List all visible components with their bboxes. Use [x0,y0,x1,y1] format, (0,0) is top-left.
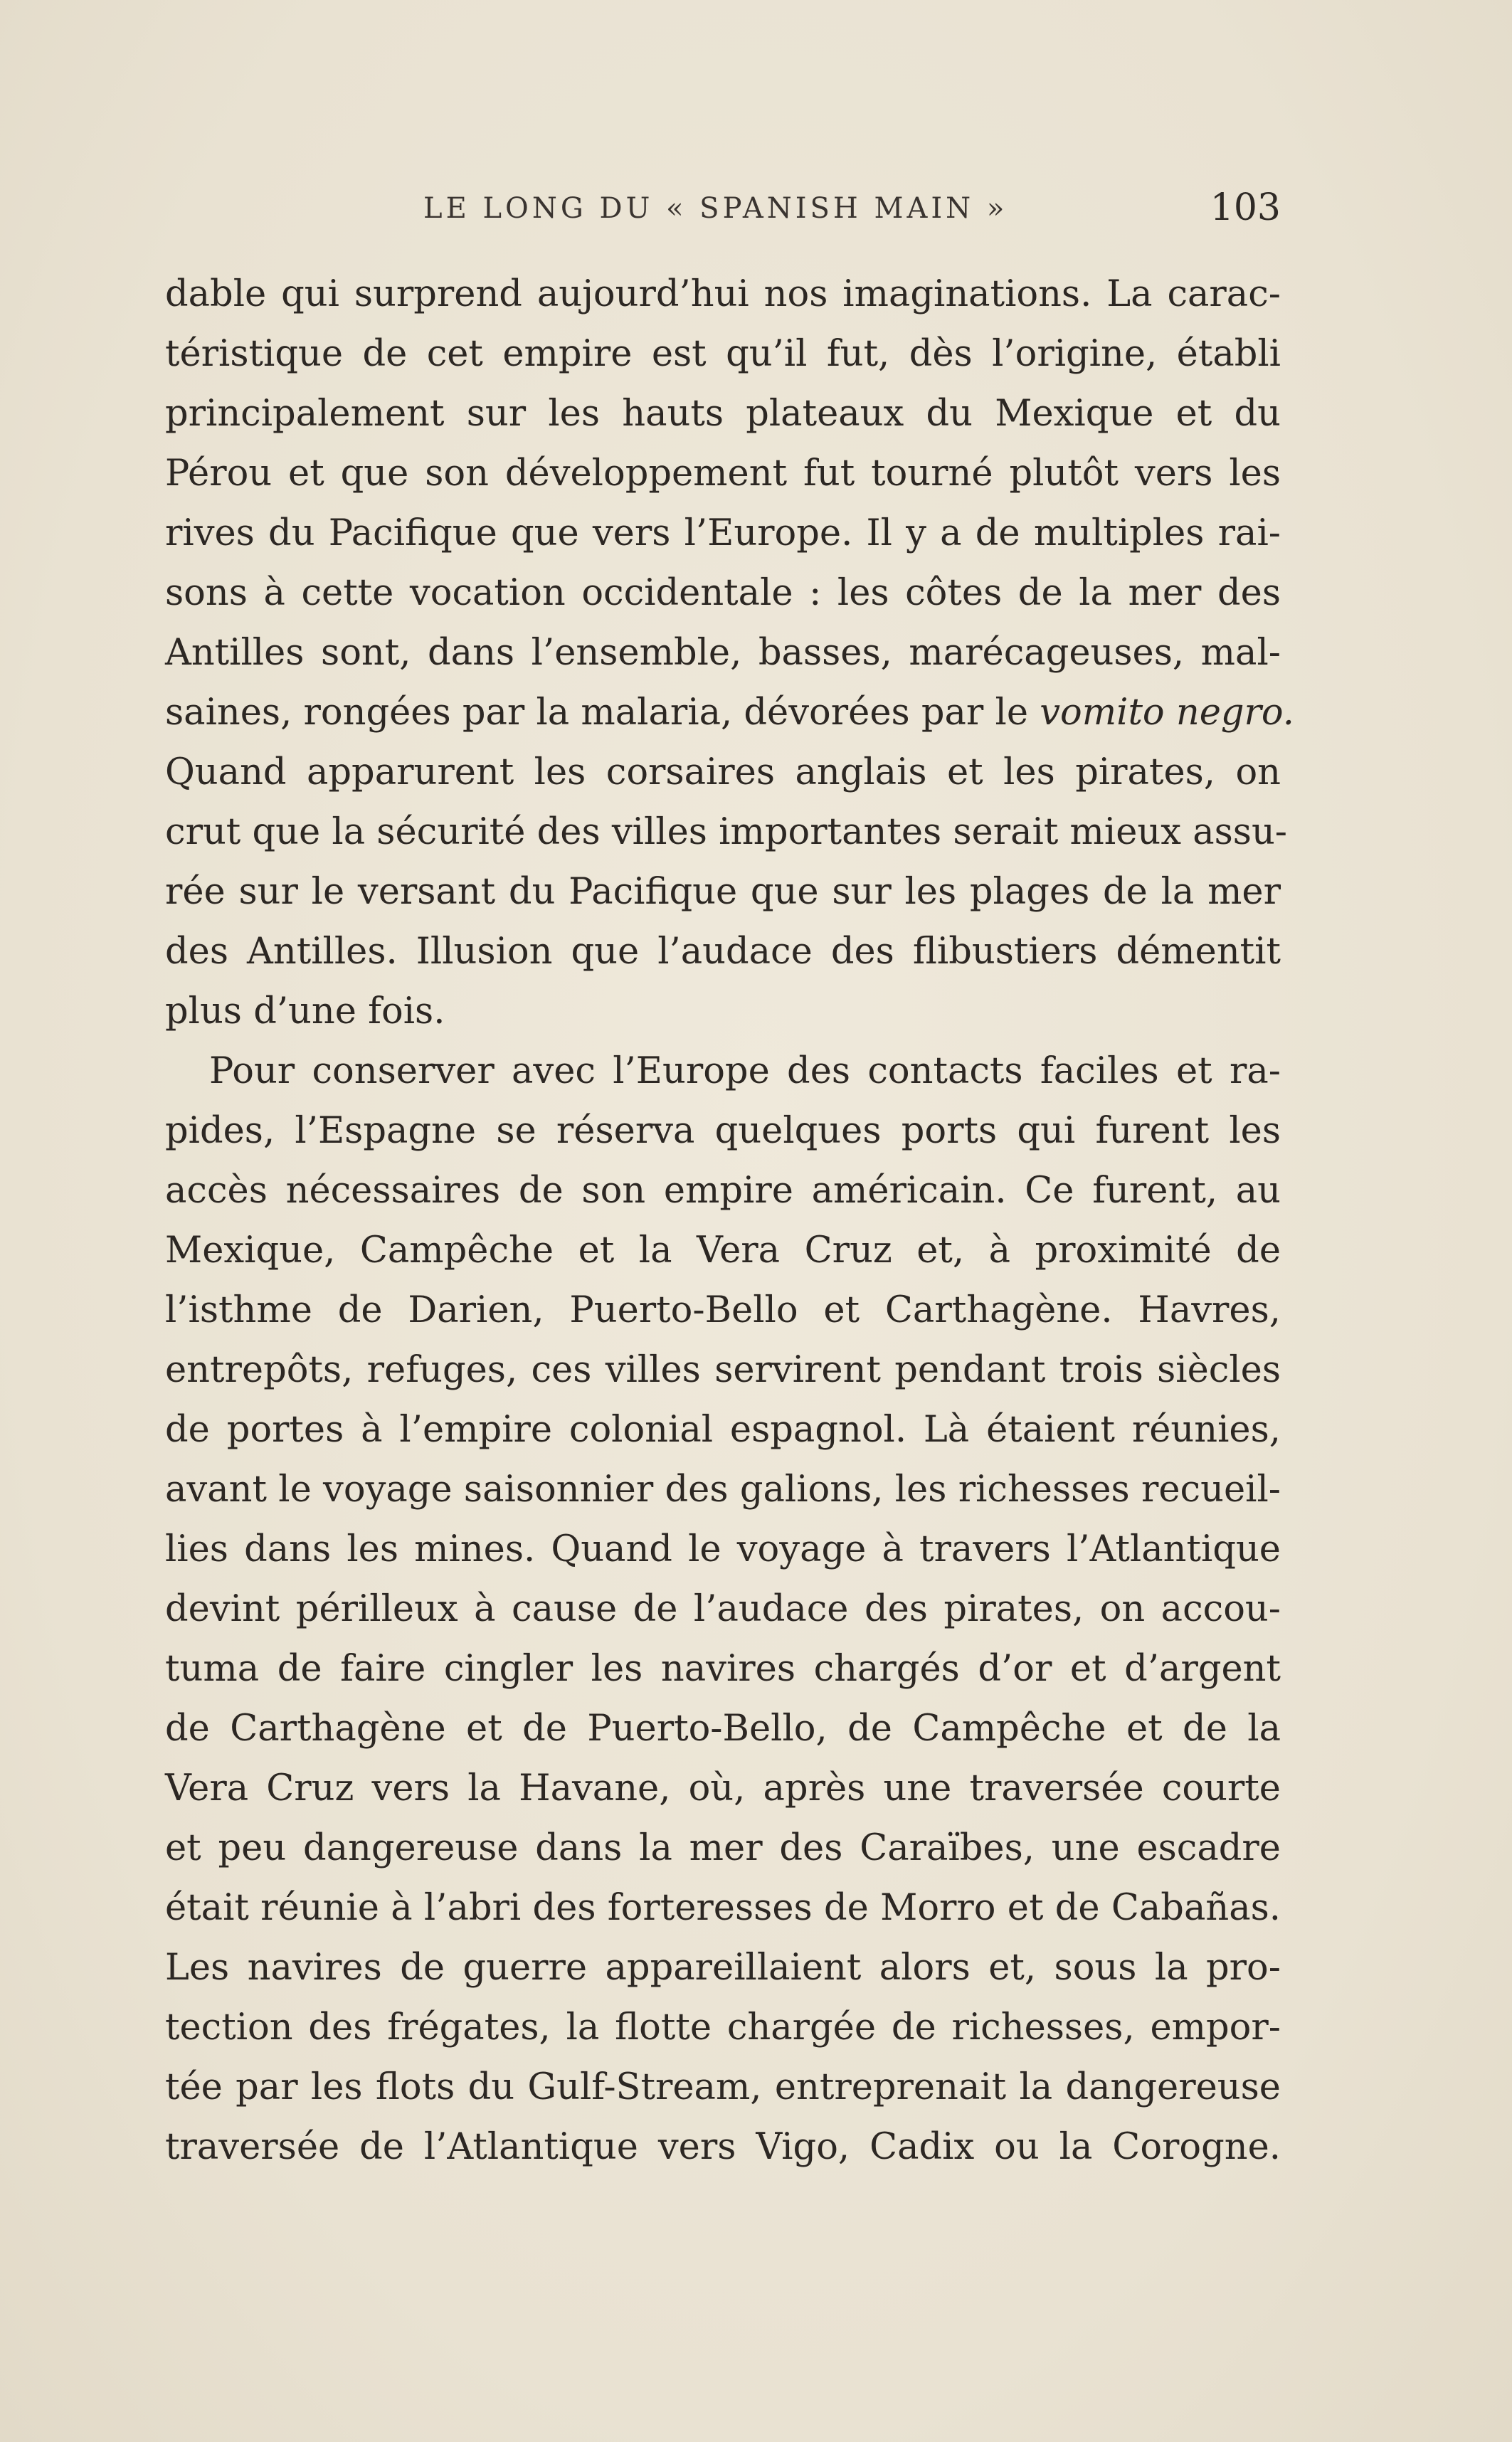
text-line: Les navires de guerre appareillaient alors et, sous la pro- [165,1947,1281,1989]
text-line: rives du Pacifique que vers l’Europe. Il y a de multiples rai- [165,512,1281,554]
running-title: LE LONG DU « SPANISH MAIN » [423,192,1008,225]
text-line: tection des frégates, la flotte chargée de richesses, empor- [165,2007,1281,2049]
paragraph-2 [165,1042,1281,2177]
text-line: plus d’une fois. [165,990,445,1032]
text-line: téristique de cet empire est qu’il fut, dès l’origine, établi [165,333,1281,375]
text-line: sons à cette vocation occidentale : les côtes de la mer des [165,572,1281,614]
paragraph-1 [165,265,1294,1042]
text-line: principalement sur les hauts plateaux du Mexique et du [165,393,1281,435]
page-number: 103 [1210,186,1281,229]
italic-phrase: vomito negro. [1040,692,1294,734]
text-line: Antilles sont, dans l’ensemble, basses, marécageuses, mal- [165,632,1281,674]
text-line: tuma de faire cingler les navires chargés d’or et d’argent [165,1648,1281,1690]
text-line: était réunie à l’abri des forteresses de Morro et de Cabañas. [165,1887,1281,1929]
running-head [164,186,1281,229]
text-line: et peu dangereuse dans la mer des Caraïbes, une escadre [165,1827,1281,1869]
text-line: Pérou et que son développement fut tourné plutôt vers les [165,453,1281,495]
text-line: Mexique, Campêche et la Vera Cruz et, à proximité de [165,1230,1281,1272]
text-line: dable qui surprend aujourd’hui nos imaginations. La carac- [165,273,1281,315]
text-line: tée par les flots du Gulf-Stream, entreprenait la dangereuse [165,2066,1281,2108]
body-text [165,265,1294,2177]
text-line: l’isthme de Darien, Puerto-Bello et Carthagène. Havres, [165,1289,1281,1331]
text-line: de portes à l’empire colonial espagnol. Là étaient réunies, [165,1409,1281,1451]
text-line: Vera Cruz vers la Havane, où, après une traversée courte [165,1767,1281,1809]
text-line: pides, l’Espagne se réserva quelques ports qui furent les [165,1110,1281,1152]
text-line: entrepôts, refuges, ces villes servirent pendant trois siècles [165,1349,1281,1391]
text-line: rée sur le versant du Pacifique que sur les plages de la mer [165,871,1281,913]
text-segment: saines, rongées par la malaria, dévorées par le [165,692,1029,734]
text-line: devint périlleux à cause de l’audace des pirates, on accou- [165,1588,1281,1630]
text-line: crut que la sécurité des villes importantes serait mieux assu- [165,811,1288,853]
text-line: accès nécessaires de son empire américain. Ce furent, au [165,1170,1281,1212]
text-line: avant le voyage saisonnier des galions, les richesses recueil- [165,1469,1281,1511]
text-line: Quand apparurent les corsaires anglais et les pirates, on [165,751,1281,793]
text-line-with-italic [165,683,1294,743]
text-line: traversée de l’Atlantique vers Vigo, Cadix ou la Corogne. [165,2126,1281,2168]
text-line: des Antilles. Illusion que l’audace des flibustiers démentit [165,931,1281,973]
text-line: Pour conserver avec l’Europe des contacts faciles et ra- [209,1050,1281,1092]
text-line: lies dans les mines. Quand le voyage à travers l’Atlantique [165,1528,1281,1570]
text-line: de Carthagène et de Puerto-Bello, de Campêche et de la [165,1708,1281,1750]
